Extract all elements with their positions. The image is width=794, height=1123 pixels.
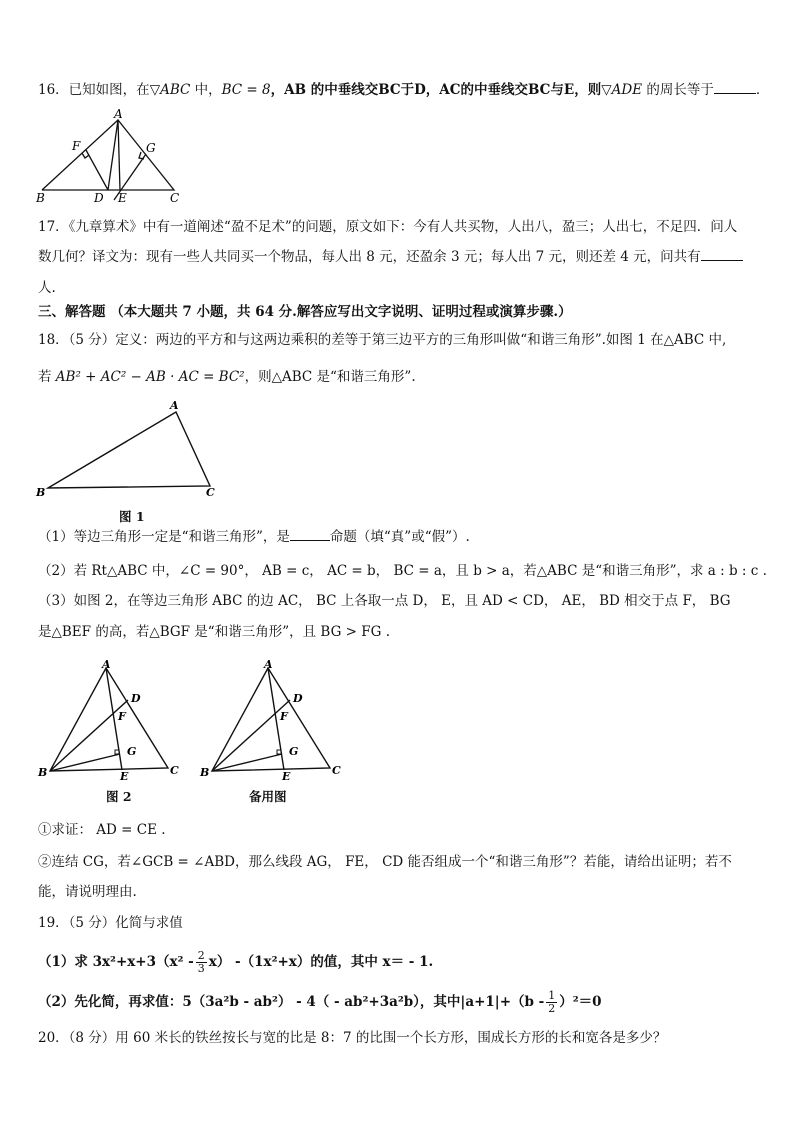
q16-label-g: G — [146, 141, 156, 155]
fig2-caption: 图 2 — [106, 789, 132, 804]
q18-part1-blank — [290, 527, 330, 541]
q18-backup-figure — [198, 658, 348, 782]
q18-line1: 18．（5 分）定义：两边的平方和与这两边乘积的差等于第三边平方的三角形叫做“和谐三角形”.如图 1 在△ABC 中, — [38, 332, 727, 348]
q16-label-c: C — [170, 191, 180, 204]
q19-fraction-two-thirds — [196, 950, 207, 975]
q19-part1-b: x） -（1x²+x）的值，其中 x＝ - 1. — [208, 954, 434, 970]
fig2-line-bg — [50, 754, 120, 771]
backup-label-b: B — [200, 766, 210, 779]
q18-line2-b: ，则△ABC 是“和谐三角形”. — [244, 369, 416, 385]
section-3-heading: 三、解答题 （本大题共 7 小题，共 64 分.解答应写出文字说明、证明过程或演算步骤.） — [38, 304, 572, 320]
q20-text: 20．（8 分）用 60 米长的铁丝按长与宽的比是 8：7 的比围一个长方形，围成长方形的长和宽各是多少？ — [38, 1030, 667, 1046]
fig2-label-d: D — [131, 692, 141, 705]
q16-label-f: F — [72, 139, 81, 153]
fig2-label-a: A — [102, 658, 111, 671]
q19-part2 — [38, 990, 602, 1015]
backup-label-a: A — [264, 658, 273, 671]
q18-part3-line2: 是△BEF 的高，若△BGF 是“和谐三角形”，且 BG > FG . — [38, 624, 390, 640]
q16-line-fd — [86, 150, 108, 190]
q19-frac1-num: 2 — [197, 949, 205, 962]
q18-claim2-line1: ②连结 CG，若∠GCB = ∠ABD，那么线段 AG， FE， CD 能否组成一个“和谐三角形”？若能，请给出证明；若不 — [38, 854, 732, 870]
q17-answer-blank — [701, 247, 743, 261]
fig1-caption: 图 1 — [119, 509, 145, 524]
q16-text-b: 中， — [190, 82, 222, 98]
q19-part2-a: （2）先化简，再求值：5（3a²b - ab²） - 4（ - ab²+3a²b），其中|a+1|+（b - — [38, 994, 545, 1010]
q18-figure-2 — [36, 658, 186, 782]
q18-formula: AB² + AC² − AB · AC = BC² — [55, 369, 245, 385]
q19-frac1-den: 3 — [197, 962, 205, 975]
q16-label-e: E — [118, 191, 127, 204]
q18-line2 — [38, 367, 416, 387]
q18-part3-line1: （3）如图 2，在等边三角形 ABC 的边 AC， BC 上各取一点 D， E，且 AD < CD， AE， BD 相交于点 F， BG — [38, 593, 731, 609]
q16-text-c: ，AB 的中垂线交BC于D，AC的中垂线交BC与E，则 — [270, 82, 602, 98]
q16-label-b: B — [36, 191, 45, 204]
q18-line2-a: 若 — [38, 369, 56, 385]
fig2-label-g: G — [127, 745, 137, 758]
q19-title: 19．（5 分）化简与求值 — [38, 915, 183, 931]
fig2-label-f: F — [118, 710, 126, 723]
q16-line-ae — [118, 120, 120, 190]
backup-figure-caption: 备用图 — [249, 789, 287, 804]
q18-fig1-triangle — [48, 412, 210, 488]
q17-line2-text: 数几何？译文为：现有一些人共同买一个物品，每人出 8 元，还盈余 3 元；每人出 7 元，则还差 4 元，问共有 — [38, 249, 701, 265]
q16-text-a: 16．已知如图，在 — [38, 82, 150, 98]
backup-label-d: D — [293, 692, 303, 705]
backup-label-f: F — [280, 710, 288, 723]
q16-triangle-abc: ▽ABC — [149, 82, 191, 98]
q16-figure — [34, 108, 194, 204]
q17-line1: 17．《九章算术》中有一道阐述“盈不足术”的问题，原文如下：今有人共买物，人出八，盈三；人出七，不足四．问人 — [38, 219, 738, 235]
q19-fraction-one-half — [546, 990, 557, 1015]
backup-label-e: E — [282, 770, 291, 782]
q16-answer-blank — [714, 80, 756, 94]
q18-claim2-line2: 能，请说明理由. — [38, 884, 137, 900]
q16-stem — [38, 80, 769, 100]
fig1-label-a: A — [170, 399, 179, 412]
q19-part2-b: ）²＝0 — [559, 994, 602, 1010]
q19-part1 — [38, 950, 433, 975]
q16-triangle — [42, 120, 174, 190]
backup-label-g: G — [289, 745, 299, 758]
fig1-label-c: C — [206, 486, 215, 499]
fig1-label-b: B — [36, 486, 46, 499]
q16-label-d: D — [94, 191, 104, 204]
fig2-label-c: C — [170, 764, 179, 777]
backup-line-bg — [212, 754, 282, 771]
q19-part1-a: （1）求 3x²+x+3（x² - — [38, 954, 194, 970]
fig2-label-e: E — [120, 770, 129, 782]
q18-figure-1 — [34, 396, 224, 500]
q18-part1-b: 命题（填“真”或“假”）. — [329, 529, 470, 545]
q16-triangle-ade: ▽ADE — [601, 82, 643, 98]
q17-line3: 人. — [38, 280, 56, 296]
q16-line-ad — [108, 120, 118, 190]
q19-frac2-num: 1 — [548, 989, 556, 1002]
q16-text-d: 的周长等于 — [642, 82, 714, 98]
q18-part1 — [38, 527, 470, 547]
q16-end: ． — [755, 82, 770, 98]
q18-claim1: ①求证： AD = CE . — [38, 822, 166, 838]
q18-part2: （2）若 Rt△ABC 中，∠C = 90°， AB = c， AC = b， BC = a，且 b > a，若△ABC 是“和谐三角形”，求 a : b : c . — [38, 563, 767, 579]
backup-label-c: C — [332, 764, 341, 777]
fig2-label-b: B — [38, 766, 48, 779]
q19-frac2-den: 2 — [548, 1002, 556, 1015]
q17-line2 — [38, 247, 743, 267]
q16-label-a: A — [114, 108, 123, 121]
q16-bc-value: BC = 8 — [221, 82, 271, 98]
q18-part1-a: （1）等边三角形一定是“和谐三角形”，是 — [38, 529, 290, 545]
